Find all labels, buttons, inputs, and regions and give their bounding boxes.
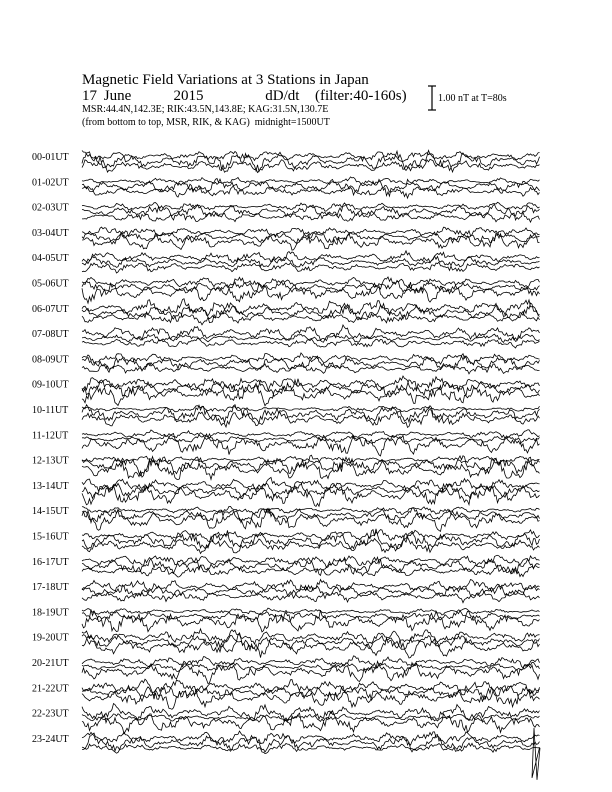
trace-kag-11-12ut [82,430,540,439]
row-label: 11-12UT [32,430,69,442]
row-label: 00-01UT [32,152,69,163]
trace-kag-04-05ut [82,251,540,264]
trace-msr-00-01ut [82,159,540,172]
row-label: 09-10UT [32,379,69,391]
date-year: 2015 [173,88,204,104]
trace-msr-06-07ut [82,312,540,325]
trace-kag-05-06ut [82,277,540,289]
row-label: 01-02UT [32,177,69,189]
trace-msr-01-02ut [82,184,540,198]
scale-bar-label: 1.00 nT at T=80s [438,93,507,104]
midnight-note: midnight=1500UT [254,117,330,128]
order-note: (from bottom to top, MSR, RIK, & KAG) [82,117,250,128]
trace-kag-20-21ut [82,656,540,668]
row-label: 13-14UT [32,480,69,492]
date-month: June [103,88,132,104]
row-label: 23-24UT [32,733,69,745]
trace-rik-22-23ut [82,714,540,722]
chart-title: Magnetic Field Variations at 3 Stations in Japan [82,72,369,88]
row-label: 04-05UT [32,253,69,265]
trace-msr-05-06ut [82,282,540,303]
trace-msr-04-05ut [82,262,540,273]
row-label: 15-16UT [32,531,69,543]
row-label: 10-11UT [32,405,69,416]
row-label: 05-06UT [32,278,69,290]
hour-row-labels [32,152,69,745]
row-label: 14-15UT [32,506,69,518]
date-day: 17 [82,88,97,104]
trace-rik-14-15ut [82,508,540,523]
row-label: 06-07UT [32,303,69,315]
trace-rik-11-12ut [82,435,540,444]
trace-msr-22-23ut [82,711,540,733]
trace-msr-11-12ut [82,434,540,456]
trace-kag-03-04ut [82,227,540,238]
trace-kag-22-23ut [82,704,540,721]
trace-rik-06-07ut [82,303,540,323]
trace-kag-10-11ut [82,406,540,412]
row-label: 12-13UT [32,455,69,467]
row-label: 18-19UT [32,607,69,619]
trace-rik-01-02ut [82,179,540,197]
row-label: 20-21UT [32,658,69,669]
waveform-traces [82,150,540,780]
trace-msr-18-19ut [82,610,540,632]
trace-msr-08-09ut [82,363,540,374]
trace-kag-16-17ut [82,555,540,567]
trace-msr-02-03ut [82,211,540,222]
row-label: 21-22UT [32,683,69,695]
row-label: 19-20UT [32,632,69,644]
filter-label: (filter:40-160s) [315,88,407,104]
trace-kag-14-15ut [82,506,540,514]
trace-kag-19-20ut [82,629,540,644]
row-label: 03-04UT [32,227,69,239]
row-label: 22-23UT [32,708,69,720]
station-coordinates: MSR:44.4N,142.3E; RIK:43.5N,143.8E; KAG:31.5N,130.7E [82,104,329,115]
quantity-label: dD/dt [265,88,300,104]
row-label: 07-08UT [32,329,69,341]
trace-rik-04-05ut [82,256,540,267]
trace-kag-02-03ut [82,202,540,211]
trace-rik-10-11ut [82,405,540,423]
trace-msr-07-08ut [82,338,540,348]
row-label: 16-17UT [32,556,69,568]
trace-msr-12-13ut [82,457,540,480]
trace-rik-17-18ut [82,584,540,599]
scale-bar [428,86,436,110]
row-label: 08-09UT [32,354,69,366]
row-label: 17-18UT [32,582,69,594]
row-label: 02-03UT [32,202,69,214]
